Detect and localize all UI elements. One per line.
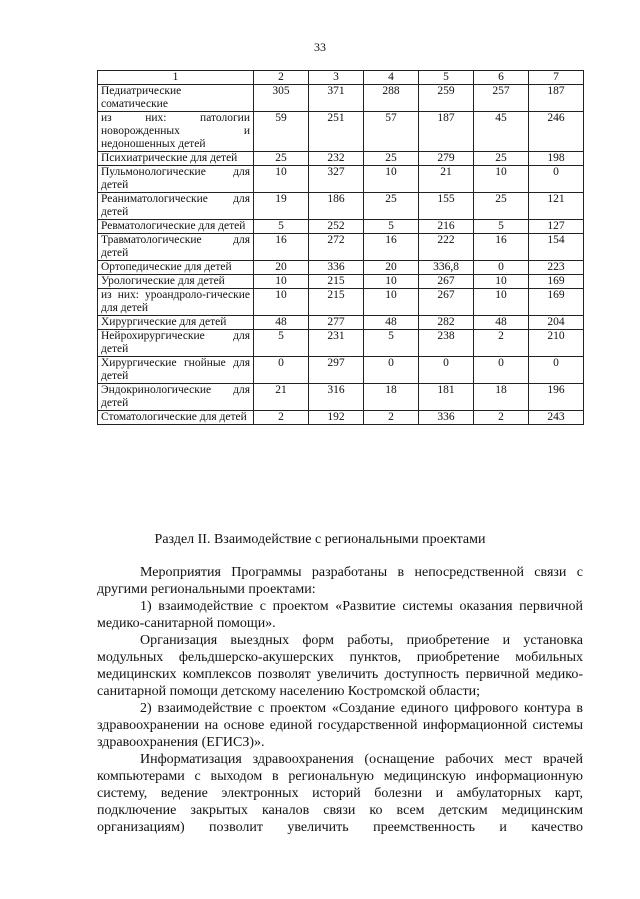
row-label: Ревматологические для детей: [98, 220, 254, 234]
table-cell: 0: [529, 166, 584, 193]
table-cell: 186: [309, 193, 364, 220]
table-cell: 18: [364, 384, 419, 411]
column-header: 4: [364, 71, 419, 85]
table-cell: 243: [529, 411, 584, 425]
table-cell: 2: [474, 330, 529, 357]
section-title: Раздел II. Взаимодействие с региональными проектами: [154, 532, 486, 547]
table-cell: 127: [529, 220, 584, 234]
row-label: Травматологические для детей: [98, 234, 254, 261]
table-cell: 305: [254, 85, 309, 112]
table-cell: 48: [474, 316, 529, 330]
table-cell: 10: [364, 289, 419, 316]
table-cell: 10: [364, 166, 419, 193]
table-cell: 10: [474, 289, 529, 316]
table-cell: 238: [419, 330, 474, 357]
table-row: [98, 193, 584, 220]
table-row: [98, 411, 584, 425]
table-cell: 10: [474, 275, 529, 289]
paragraph: 2) взаимодействие с проектом «Создание единого цифрового контура в здравоохранении на основе единой государственной информационной системы здравоохранения (ЕГИСЗ)».: [97, 701, 583, 750]
table-cell: 251: [309, 112, 364, 152]
table-cell: 5: [254, 330, 309, 357]
table-header-row: [98, 71, 584, 85]
column-header: 6: [474, 71, 529, 85]
table-cell: 169: [529, 275, 584, 289]
table-cell: 25: [254, 152, 309, 166]
table-cell: 18: [474, 384, 529, 411]
row-label: Хирургические гнойные для детей: [98, 357, 254, 384]
table-cell: 288: [364, 85, 419, 112]
table-cell: 327: [309, 166, 364, 193]
column-header: 3: [309, 71, 364, 85]
column-header: 7: [529, 71, 584, 85]
table-cell: 232: [309, 152, 364, 166]
table-cell: 282: [419, 316, 474, 330]
row-label: Психиатрические для детей: [98, 152, 254, 166]
row-label: из них: патологии новорожденных и недоношенных детей: [98, 112, 254, 152]
table-cell: 336,8: [419, 261, 474, 275]
table-cell: 10: [254, 275, 309, 289]
table-cell: 0: [474, 261, 529, 275]
table-row: [98, 220, 584, 234]
table-cell: 215: [309, 289, 364, 316]
table-cell: 20: [254, 261, 309, 275]
table-cell: 2: [474, 411, 529, 425]
row-label: Реаниматологические для детей: [98, 193, 254, 220]
table-cell: 196: [529, 384, 584, 411]
table-row: [98, 152, 584, 166]
table-cell: 187: [529, 85, 584, 112]
table-cell: 222: [419, 234, 474, 261]
table-cell: 25: [474, 193, 529, 220]
table-cell: 154: [529, 234, 584, 261]
table-cell: 252: [309, 220, 364, 234]
table-cell: 5: [254, 220, 309, 234]
table-cell: 48: [364, 316, 419, 330]
table-cell: 259: [419, 85, 474, 112]
table-cell: 19: [254, 193, 309, 220]
table-body: [98, 85, 584, 425]
table-cell: 371: [309, 85, 364, 112]
table-cell: 279: [419, 152, 474, 166]
table-cell: 59: [254, 112, 309, 152]
table-row: [98, 275, 584, 289]
table-cell: 0: [474, 357, 529, 384]
table-cell: 198: [529, 152, 584, 166]
table-cell: 336: [309, 261, 364, 275]
table-cell: 10: [364, 275, 419, 289]
table-cell: 0: [419, 357, 474, 384]
table-row: [98, 289, 584, 316]
row-label: Пульмонологические для детей: [98, 166, 254, 193]
table-cell: 216: [419, 220, 474, 234]
table-cell: 272: [309, 234, 364, 261]
bed-capacity-table: [97, 70, 584, 425]
table-row: [98, 261, 584, 275]
table-cell: 16: [474, 234, 529, 261]
table-cell: 187: [419, 112, 474, 152]
table-cell: 10: [254, 289, 309, 316]
table-cell: 16: [254, 234, 309, 261]
row-label: Хирургические для детей: [98, 316, 254, 330]
table-cell: 121: [529, 193, 584, 220]
table-cell: 25: [364, 193, 419, 220]
table-cell: 0: [254, 357, 309, 384]
section-body: [97, 564, 583, 836]
table-row: [98, 85, 584, 112]
table-cell: 169: [529, 289, 584, 316]
table-cell: 45: [474, 112, 529, 152]
table-cell: 5: [364, 330, 419, 357]
table-cell: 192: [309, 411, 364, 425]
paragraph: Организация выездных форм работы, приобретение и установка модульных фельдшерско-акушерских пунктов, приобретение мобильных медицинских комплексов позволят увеличить доступность первичной медико-санитарной помощи детскому населению Костромской области;: [97, 633, 583, 699]
table-cell: 215: [309, 275, 364, 289]
table-row: [98, 357, 584, 384]
column-header: 5: [419, 71, 474, 85]
table-cell: 210: [529, 330, 584, 357]
table-cell: 204: [529, 316, 584, 330]
paragraph: Мероприятия Программы разработаны в непосредственной связи с другими региональными проектами:: [97, 565, 583, 597]
table-cell: 5: [364, 220, 419, 234]
paragraph: Информатизация здравоохранения (оснащение рабочих мест врачей компьютерами с выходом в региональную медицинскую информационную систему, ведение электронных историй болезни и амбулаторных карт, подключение закрытых каналов связи ко всем детским медицинским организациям) позволит увеличить преемственность и качество: [97, 752, 583, 835]
table-cell: 20: [364, 261, 419, 275]
table-row: [98, 316, 584, 330]
page-number: 33: [314, 40, 326, 54]
table-cell: 0: [364, 357, 419, 384]
table-cell: 2: [254, 411, 309, 425]
row-label: из них: уроандроло-гические для детей: [98, 289, 254, 316]
row-label: Педиатрические соматические: [98, 85, 254, 112]
column-header: 2: [254, 71, 309, 85]
table-cell: 21: [254, 384, 309, 411]
table-cell: 2: [364, 411, 419, 425]
table-cell: 181: [419, 384, 474, 411]
table-cell: 57: [364, 112, 419, 152]
table-cell: 48: [254, 316, 309, 330]
row-label: Стоматологические для детей: [98, 411, 254, 425]
column-header: 1: [98, 71, 254, 85]
table-cell: 297: [309, 357, 364, 384]
table-row: [98, 384, 584, 411]
row-label: Эндокринологические для детей: [98, 384, 254, 411]
table-row: [98, 166, 584, 193]
table-cell: 155: [419, 193, 474, 220]
table-row: [98, 234, 584, 261]
table-cell: 267: [419, 289, 474, 316]
table-cell: 25: [364, 152, 419, 166]
table-cell: 223: [529, 261, 584, 275]
table-cell: 267: [419, 275, 474, 289]
row-label: Ортопедические для детей: [98, 261, 254, 275]
table-cell: 25: [474, 152, 529, 166]
row-label: Урологические для детей: [98, 275, 254, 289]
table-cell: 21: [419, 166, 474, 193]
table-row: [98, 112, 584, 152]
table-cell: 0: [529, 357, 584, 384]
table-cell: 257: [474, 85, 529, 112]
table-cell: 10: [474, 166, 529, 193]
table-cell: 277: [309, 316, 364, 330]
table-row: [98, 330, 584, 357]
row-label: Нейрохирургические для детей: [98, 330, 254, 357]
table-cell: 10: [254, 166, 309, 193]
paragraph: 1) взаимодействие с проектом «Развитие системы оказания первичной медико-санитарной помощи».: [97, 599, 583, 631]
table-cell: 316: [309, 384, 364, 411]
table-cell: 16: [364, 234, 419, 261]
table-cell: 5: [474, 220, 529, 234]
table-cell: 231: [309, 330, 364, 357]
table-cell: 246: [529, 112, 584, 152]
table-cell: 336: [419, 411, 474, 425]
